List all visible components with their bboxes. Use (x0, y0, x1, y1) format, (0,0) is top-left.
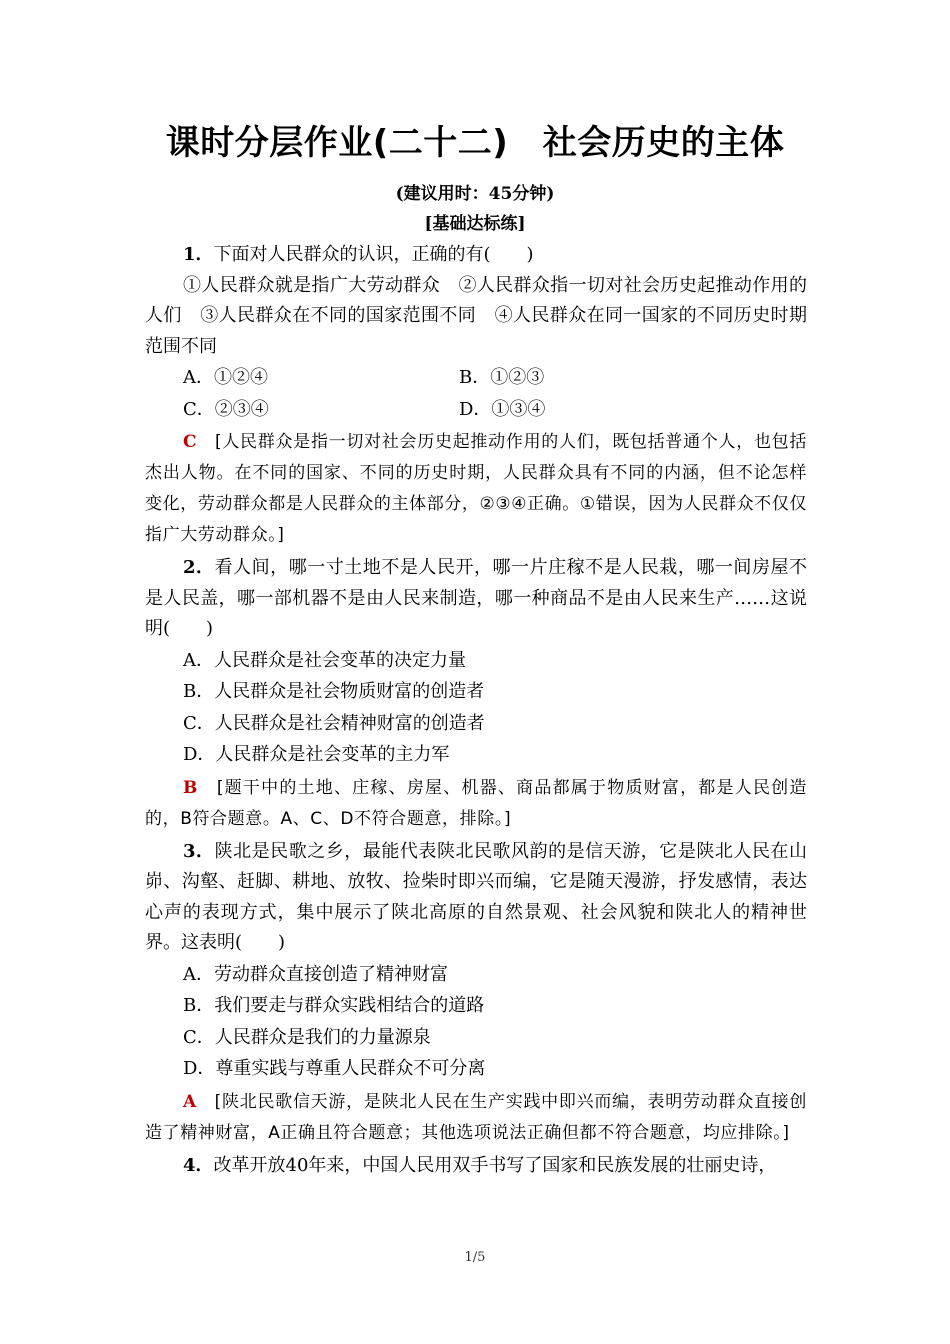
question-1-options-row-1 (145, 362, 807, 394)
question-text: 改革开放40年来，中国人民用双手书写了国家和民族发展的壮丽史诗， (213, 1154, 777, 1176)
question-2-answer (145, 773, 807, 835)
question-number: 1． (183, 244, 214, 265)
answer-explanation: [人民群众是指一切对社会历史起推动作用的人们，既包括普通个人，也包括杰出人物。在不同的国家、不同的历史时期，人民群众具有不同的内涵，但不论怎样变化，劳动群众都是人民群众的主体部分，②③④正确。①错误，因为人民群众不仅仅指广大劳动群众。] (145, 432, 807, 545)
question-1-stem (145, 240, 807, 271)
suggested-time: (建议用时：45分钟) (395, 184, 555, 204)
option-d: D．尊重实践与尊重人民群众不可分离 (183, 1058, 486, 1079)
question-3-answer (145, 1087, 807, 1149)
option-c: C．人民群众是社会精神财富的创造者 (183, 712, 485, 734)
question-4-stem (145, 1151, 807, 1182)
option-b: B．我们要走与群众实践相结合的道路 (183, 995, 485, 1016)
option-d: D．人民群众是社会变革的主力军 (183, 744, 450, 765)
page-title: 课时分层作业(二十二) 社会历史的主体 (165, 123, 785, 163)
page-number: 1/5 (464, 1250, 486, 1265)
question-number: 2． (183, 557, 215, 578)
answer-letter: A (183, 1091, 197, 1112)
option-c: C．人民群众是我们的力量源泉 (183, 1026, 431, 1048)
question-3-stem (145, 837, 807, 959)
answer-letter: C (183, 432, 198, 452)
question-1-statements: ①人民群众就是指广大劳动群众 ②人民群众指一切对社会历史起推动作用的人们 ③人民群众在不同的国家范围不同 ④人民群众在同一国家的不同历史时期范围不同 (145, 274, 807, 357)
answer-letter: B (183, 777, 198, 798)
question-2-stem (145, 553, 807, 645)
section-heading: [基础达标练] (424, 214, 526, 234)
answer-explanation: [题干中的土地、庄稼、房屋、机器、商品都属于物质财富，都是人民创造的，B符合题意。A、C、D不符合题意，排除。] (145, 777, 807, 829)
option-d: D．①③④ (459, 398, 546, 420)
option-c: C．②③④ (183, 398, 269, 420)
option-b: B．①②③ (459, 367, 545, 388)
answer-explanation: [陕北民歌信天游，是陕北人民在生产实践中即兴而编，表明劳动群众直接创造了精神财富，A正确且符合题意；其他选项说法正确但都不符合题意，均应排除。] (145, 1091, 808, 1143)
question-number: 4． (183, 1154, 214, 1176)
option-a: A．人民群众是社会变革的决定力量 (183, 649, 466, 671)
question-1-options-row-2 (145, 394, 807, 426)
question-1-answer (145, 427, 807, 551)
question-number: 3． (183, 840, 215, 862)
option-a: A．①②④ (183, 367, 268, 388)
question-text: 看人间，哪一寸土地不是人民开，哪一片庄稼不是人民栽，哪一间房屋不是人民盖，哪一部机器不是由人民来制造，哪一种商品不是由人民来生产……这说明( ) (145, 557, 808, 639)
option-a: A．劳动群众直接创造了精神财富 (183, 963, 448, 985)
option-b: B．人民群众是社会物质财富的创造者 (183, 681, 485, 702)
question-text: 陕北是民歌之乡，最能代表陕北民歌风韵的是信天游，它是陕北人民在山峁、沟壑、赶脚、耕地、放牧、捡柴时即兴而编，它是随天漫游，抒发感情，表达心声的表现方式，集中展示了陕北高原的自然景观、社会风貌和陕北人的精神世界。这表明( ) (145, 840, 808, 953)
question-list (145, 240, 807, 1181)
question-text: 下面对人民群众的认识，正确的有( ) (213, 244, 534, 265)
